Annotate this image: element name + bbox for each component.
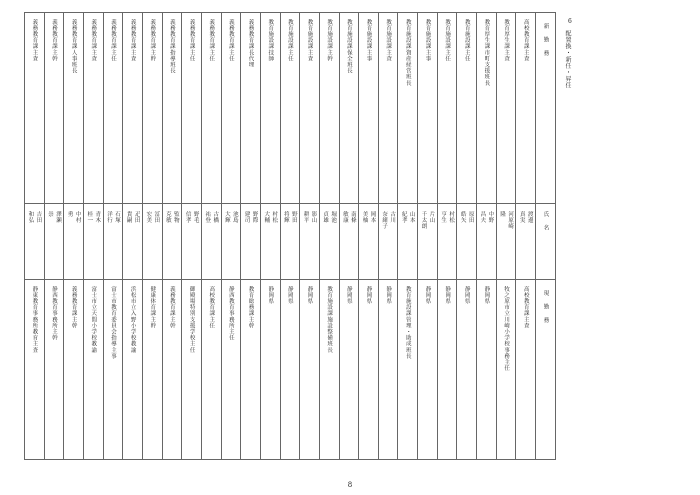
prev-text: 高校教育課主査	[522, 286, 529, 329]
page-number: 8	[347, 481, 353, 489]
cell-prev	[359, 280, 379, 460]
post-text: 義務教育課主幹	[149, 19, 156, 62]
name-text: 宏美	[145, 211, 152, 224]
name-text: 隆	[499, 211, 506, 218]
name-text: 古橋	[212, 211, 219, 224]
cell-post	[123, 13, 143, 204]
post-text: 高校教育課主査	[522, 19, 529, 62]
name-text: 建司	[243, 211, 250, 224]
name-text: 岡本	[369, 211, 376, 224]
name-text: 桂一	[86, 211, 93, 224]
post-text: 教育施設課技師	[267, 19, 274, 62]
post-text: 教育施設課保全班長	[345, 19, 352, 74]
cell-post	[378, 13, 398, 204]
cell-post	[83, 13, 103, 204]
prev-text: 静岡県	[306, 286, 313, 305]
post-text: 教育施設課主事	[365, 19, 372, 62]
prev-text: 牧之原市立川崎小学校事務主任	[503, 286, 510, 372]
cell-name	[359, 204, 379, 280]
cell-name	[83, 204, 103, 280]
name-text: 貴嗣	[125, 211, 132, 224]
post-text: 教育厚生課主査	[503, 19, 510, 62]
post-text: 義務教育課主任	[208, 19, 215, 62]
header-post	[536, 13, 556, 204]
prev-text: 静岡県	[424, 286, 431, 305]
prev-text: 教育施設課施設整備班長	[326, 286, 333, 354]
prev-text: 教育総務課主幹	[247, 286, 254, 329]
prev-text: 静西教育事務所主幹	[50, 286, 57, 341]
cell-prev	[319, 280, 339, 460]
cell-post	[25, 13, 45, 204]
cell-name	[201, 204, 221, 280]
name-text: 河原崎	[507, 211, 514, 230]
cell-prev	[182, 280, 202, 460]
post-text: 義務教育課主任	[188, 19, 195, 62]
post-text: 義務教育課人事班長	[70, 19, 77, 74]
row-name	[25, 204, 556, 280]
cell-name	[221, 204, 241, 280]
name-text: 村松	[271, 211, 278, 224]
cell-prev	[477, 280, 497, 460]
post-text: 義務教育課主査	[90, 19, 97, 62]
cell-post	[359, 13, 379, 204]
name-text: 影山	[310, 211, 317, 224]
name-text: 将輝	[282, 211, 289, 224]
name-text: 村松	[448, 211, 455, 224]
cell-name	[516, 204, 536, 280]
name-text: 信孝	[184, 211, 191, 224]
name-text: 野毛	[192, 211, 199, 224]
cell-post	[280, 13, 300, 204]
name-text: 南條	[349, 211, 356, 224]
cell-prev	[280, 280, 300, 460]
post-text: 教育施設課資産経営班長	[404, 19, 411, 87]
name-text: 和弘	[27, 211, 34, 224]
cell-name	[457, 204, 477, 280]
prev-text: 健康体育課主幹	[149, 286, 156, 329]
post-text: 義務教育課主幹	[50, 19, 57, 62]
post-text: 教育施設課主任	[444, 19, 451, 62]
cell-post	[241, 13, 261, 204]
cell-prev	[64, 280, 84, 460]
prev-text: 静西教育事務所主任	[227, 286, 234, 341]
cell-name	[260, 204, 280, 280]
name-text: 千太朗	[420, 211, 427, 230]
cell-name	[64, 204, 84, 280]
cell-prev	[44, 280, 64, 460]
cell-name	[162, 204, 182, 280]
name-text: 克敏	[164, 211, 171, 224]
cell-post	[162, 13, 182, 204]
cell-prev	[260, 280, 280, 460]
prev-text: 静岡県	[365, 286, 372, 305]
cell-prev	[221, 280, 241, 460]
post-text: 教育施設課主事	[424, 19, 431, 62]
cell-name	[319, 204, 339, 280]
cell-prev	[398, 280, 418, 460]
cell-post	[516, 13, 536, 204]
name-text: 真実	[518, 211, 525, 224]
prev-text: 富士市教育委員会指導主事	[109, 286, 116, 360]
cell-prev	[437, 280, 457, 460]
prev-text: 静岡県	[463, 286, 470, 305]
prev-text: 高校教育課主任	[208, 286, 215, 329]
post-text: 教育施設課主幹	[326, 19, 333, 62]
header-name	[536, 204, 556, 280]
cell-name	[44, 204, 64, 280]
name-text: 洋行	[105, 211, 112, 224]
name-text: 奈緒子	[381, 211, 388, 230]
cell-post	[260, 13, 280, 204]
cell-name	[339, 204, 359, 280]
cell-name	[378, 204, 398, 280]
cell-post	[64, 13, 84, 204]
header-label: 新勤務	[542, 23, 549, 64]
cell-post	[142, 13, 162, 204]
cell-post	[300, 13, 320, 204]
cell-prev	[378, 280, 398, 460]
cell-prev	[103, 280, 123, 460]
section-title: 配置換・新任・昇任	[564, 30, 571, 89]
cell-post	[496, 13, 516, 204]
cell-post	[398, 13, 418, 204]
name-text: 貞雄	[322, 211, 329, 224]
cell-name	[477, 204, 497, 280]
name-text: 堀池	[330, 211, 337, 224]
name-text: 山本	[408, 211, 415, 224]
name-text: 片山	[428, 211, 435, 224]
row-new-post	[25, 13, 556, 204]
prev-text: 御殿場特別支援学校主任	[188, 286, 195, 354]
cell-name	[25, 204, 45, 280]
name-text: 野田	[290, 211, 297, 224]
cell-name	[437, 204, 457, 280]
name-text: 疋田	[133, 211, 140, 224]
cell-prev	[162, 280, 182, 460]
cell-prev	[516, 280, 536, 460]
post-text: 義務教育課主任	[227, 19, 234, 62]
name-text: 中野	[487, 211, 494, 224]
cell-name	[103, 204, 123, 280]
name-text: 原田	[467, 211, 474, 224]
name-text: 勇	[66, 211, 73, 218]
cell-prev	[457, 280, 477, 460]
cell-prev	[201, 280, 221, 460]
cell-name	[280, 204, 300, 280]
cell-post	[44, 13, 64, 204]
cell-prev	[300, 280, 320, 460]
name-text: 崇	[46, 211, 53, 218]
name-text: 大輝	[223, 211, 230, 224]
cell-name	[496, 204, 516, 280]
name-text: 吉田	[35, 211, 42, 224]
cell-name	[398, 204, 418, 280]
cell-prev	[25, 280, 45, 460]
post-text: 義務教育課主任	[109, 19, 116, 62]
header-prev	[536, 280, 556, 460]
prev-text: 静岡県	[345, 286, 352, 305]
cell-post	[457, 13, 477, 204]
cell-name	[142, 204, 162, 280]
row-current-post	[25, 280, 556, 460]
cell-prev	[339, 280, 359, 460]
cell-prev	[241, 280, 261, 460]
header-label: 氏名	[542, 211, 549, 238]
name-text: 石塚	[113, 211, 120, 224]
prev-text: 静東教育事務所教育主査	[31, 286, 38, 354]
prev-text: 静岡県	[483, 286, 490, 305]
post-text: 教育施設課主査	[385, 19, 392, 62]
name-text: 冨田	[153, 211, 160, 224]
post-text: 義務教育課主査	[129, 19, 136, 62]
prev-text: 静岡県	[267, 286, 274, 305]
name-text: 昌夫	[479, 211, 486, 224]
personnel-table	[24, 12, 556, 460]
name-text: 野際	[251, 211, 258, 224]
name-text: 皓矢	[459, 211, 466, 224]
name-text: 美柚	[361, 211, 368, 224]
cell-name	[241, 204, 261, 280]
cell-prev	[83, 280, 103, 460]
name-text: 澤瀬	[54, 211, 61, 224]
name-text: 青木	[94, 211, 101, 224]
post-text: 義務教育課長代理	[247, 19, 254, 68]
header-label: 現勤務	[542, 290, 549, 331]
cell-prev	[496, 280, 516, 460]
cell-name	[418, 204, 438, 280]
name-text: 紀孝	[400, 211, 407, 224]
prev-text: 教育施設課管理・助成班長	[404, 286, 411, 360]
name-text: 敏康	[341, 211, 348, 224]
name-text: 大輔	[263, 211, 270, 224]
post-text: 教育厚生課市町支援班長	[483, 19, 490, 87]
cell-name	[182, 204, 202, 280]
name-text: 池島	[231, 211, 238, 224]
name-text: 亨生	[440, 211, 447, 224]
prev-text: 義務教育課主幹	[168, 286, 175, 329]
cell-post	[221, 13, 241, 204]
section-index: 6	[568, 18, 572, 25]
prev-text: 浜松市立入野小学校教諭	[129, 286, 136, 354]
name-text: 監物	[172, 211, 179, 224]
prev-text: 静岡県	[385, 286, 392, 305]
prev-text: 義務教育課主幹	[70, 286, 77, 329]
cell-prev	[142, 280, 162, 460]
name-text: 耕平	[302, 211, 309, 224]
post-text: 義務教育課指導班長	[168, 19, 175, 74]
cell-post	[418, 13, 438, 204]
cell-name	[300, 204, 320, 280]
cell-post	[477, 13, 497, 204]
post-text: 教育施設課主任	[286, 19, 293, 62]
cell-post	[339, 13, 359, 204]
cell-prev	[418, 280, 438, 460]
cell-post	[319, 13, 339, 204]
post-text: 義務教育課主査	[31, 19, 38, 62]
cell-post	[437, 13, 457, 204]
prev-text: 静岡県	[444, 286, 451, 305]
prev-text: 富士市立天間小学校教諭	[90, 286, 97, 354]
post-text: 教育施設課主査	[306, 19, 313, 62]
name-text: 渡邊	[526, 211, 533, 224]
cell-prev	[123, 280, 143, 460]
post-text: 教育施設課主任	[463, 19, 470, 62]
name-text: 祐登	[204, 211, 211, 224]
name-text: 中村	[74, 211, 81, 224]
prev-text: 静岡県	[286, 286, 293, 305]
cell-post	[201, 13, 221, 204]
cell-post	[103, 13, 123, 204]
cell-post	[182, 13, 202, 204]
cell-name	[123, 204, 143, 280]
name-text: 古川	[389, 211, 396, 224]
